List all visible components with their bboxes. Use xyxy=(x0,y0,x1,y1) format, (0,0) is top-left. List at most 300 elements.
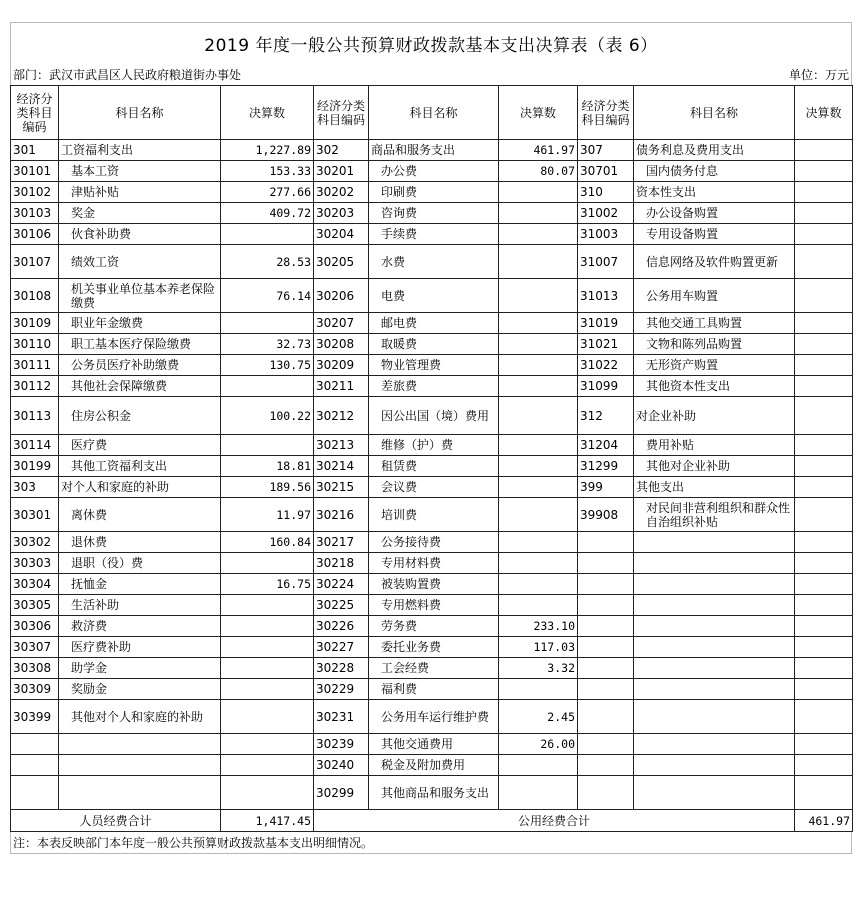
code-cell: 30199 xyxy=(11,456,59,477)
amount-cell xyxy=(795,700,853,734)
table-row xyxy=(11,313,853,334)
code-cell xyxy=(11,734,59,755)
item-name-cell: 对企业补助 xyxy=(634,397,795,435)
item-name-cell: 信息网络及软件购置更新 xyxy=(634,245,795,279)
amount-cell xyxy=(499,477,578,498)
amount-cell: 2.45 xyxy=(499,700,578,734)
item-name-cell: 津贴补贴 xyxy=(59,182,221,203)
amount-cell xyxy=(795,397,853,435)
table-row xyxy=(11,700,853,734)
item-name-cell: 工资福利支出 xyxy=(59,140,221,161)
amount-cell xyxy=(795,279,853,313)
code-cell: 31204 xyxy=(578,435,634,456)
table-row xyxy=(11,498,853,532)
code-cell xyxy=(578,776,634,810)
code-cell: 30212 xyxy=(314,397,369,435)
item-name-cell: 国内债务付息 xyxy=(634,161,795,182)
amount-cell: 189.56 xyxy=(221,477,314,498)
amount-cell xyxy=(795,776,853,810)
item-name-cell: 租赁费 xyxy=(369,456,499,477)
amount-cell xyxy=(499,224,578,245)
item-name-cell xyxy=(634,776,795,810)
code-cell: 310 xyxy=(578,182,634,203)
amount-cell xyxy=(221,553,314,574)
item-name-cell: 劳务费 xyxy=(369,616,499,637)
item-name-cell: 公务接待费 xyxy=(369,532,499,553)
item-name-cell xyxy=(59,755,221,776)
item-name-cell: 水费 xyxy=(369,245,499,279)
table-row xyxy=(11,477,853,498)
code-cell: 302 xyxy=(314,140,369,161)
amount-cell xyxy=(499,532,578,553)
amount-cell: 461.97 xyxy=(499,140,578,161)
item-name-cell: 税金及附加费用 xyxy=(369,755,499,776)
amount-cell xyxy=(499,553,578,574)
code-cell: 30110 xyxy=(11,334,59,355)
amount-cell xyxy=(499,376,578,397)
table-row xyxy=(11,637,853,658)
code-cell: 30107 xyxy=(11,245,59,279)
table-row xyxy=(11,658,853,679)
code-cell: 31002 xyxy=(578,203,634,224)
table-row xyxy=(11,679,853,700)
amount-cell xyxy=(795,355,853,376)
amount-cell: 80.07 xyxy=(499,161,578,182)
item-name-cell: 伙食补助费 xyxy=(59,224,221,245)
table-row xyxy=(11,595,853,616)
table-row xyxy=(11,376,853,397)
amount-cell xyxy=(221,313,314,334)
amount-cell xyxy=(795,334,853,355)
amount-cell xyxy=(221,224,314,245)
item-name-cell xyxy=(634,755,795,776)
header-code-3: 经济分类科目编码 xyxy=(578,86,634,140)
item-name-cell: 基本工资 xyxy=(59,161,221,182)
public-total-value: 461.97 xyxy=(795,810,853,832)
table-row xyxy=(11,245,853,279)
code-cell: 31013 xyxy=(578,279,634,313)
item-name-cell: 邮电费 xyxy=(369,313,499,334)
amount-cell xyxy=(795,313,853,334)
table-row xyxy=(11,755,853,776)
expenditure-table xyxy=(10,85,853,832)
code-cell: 30214 xyxy=(314,456,369,477)
code-cell: 30306 xyxy=(11,616,59,637)
code-cell xyxy=(578,734,634,755)
item-name-cell: 救济费 xyxy=(59,616,221,637)
item-name-cell xyxy=(634,532,795,553)
amount-cell: 11.97 xyxy=(221,498,314,532)
amount-cell xyxy=(221,616,314,637)
amount-cell xyxy=(795,532,853,553)
table-row xyxy=(11,224,853,245)
item-name-cell xyxy=(634,637,795,658)
item-name-cell: 其他社会保障缴费 xyxy=(59,376,221,397)
table-row xyxy=(11,616,853,637)
amount-cell xyxy=(499,334,578,355)
amount-cell xyxy=(795,658,853,679)
amount-cell xyxy=(795,553,853,574)
amount-cell xyxy=(499,456,578,477)
amount-cell xyxy=(499,397,578,435)
code-cell: 30227 xyxy=(314,637,369,658)
code-cell: 31099 xyxy=(578,376,634,397)
amount-cell: 130.75 xyxy=(221,355,314,376)
header-amount-1: 决算数 xyxy=(221,86,314,140)
header-name-2: 科目名称 xyxy=(369,86,499,140)
code-cell: 30224 xyxy=(314,574,369,595)
amount-cell: 32.73 xyxy=(221,334,314,355)
code-cell: 30302 xyxy=(11,532,59,553)
table-body xyxy=(11,140,853,810)
code-cell: 30207 xyxy=(314,313,369,334)
item-name-cell: 办公费 xyxy=(369,161,499,182)
code-cell: 30102 xyxy=(11,182,59,203)
table-row xyxy=(11,279,853,313)
item-name-cell: 其他工资福利支出 xyxy=(59,456,221,477)
code-cell: 30103 xyxy=(11,203,59,224)
item-name-cell: 咨询费 xyxy=(369,203,499,224)
code-cell: 30109 xyxy=(11,313,59,334)
amount-cell xyxy=(499,182,578,203)
code-cell xyxy=(11,776,59,810)
code-cell: 30215 xyxy=(314,477,369,498)
item-name-cell: 对民间非营利组织和群众性自治组织补贴 xyxy=(634,498,795,532)
code-cell: 30114 xyxy=(11,435,59,456)
code-cell xyxy=(578,574,634,595)
code-cell: 30113 xyxy=(11,397,59,435)
item-name-cell: 退休费 xyxy=(59,532,221,553)
code-cell: 30225 xyxy=(314,595,369,616)
item-name-cell: 其他对企业补助 xyxy=(634,456,795,477)
item-name-cell: 绩效工资 xyxy=(59,245,221,279)
amount-cell xyxy=(795,616,853,637)
item-name-cell xyxy=(634,616,795,637)
amount-cell: 117.03 xyxy=(499,637,578,658)
header-amount-2: 决算数 xyxy=(499,86,578,140)
amount-cell: 160.84 xyxy=(221,532,314,553)
amount-cell: 277.66 xyxy=(221,182,314,203)
item-name-cell xyxy=(634,700,795,734)
amount-cell xyxy=(221,595,314,616)
code-cell: 30399 xyxy=(11,700,59,734)
item-name-cell xyxy=(59,734,221,755)
amount-cell xyxy=(795,140,853,161)
report-title: 2019 年度一般公共预算财政拨款基本支出决算表（表 6） xyxy=(10,22,852,63)
item-name-cell: 印刷费 xyxy=(369,182,499,203)
table-row xyxy=(11,435,853,456)
item-name-cell: 专用燃料费 xyxy=(369,595,499,616)
code-cell xyxy=(578,700,634,734)
code-cell: 30204 xyxy=(314,224,369,245)
code-cell: 312 xyxy=(578,397,634,435)
amount-cell xyxy=(795,435,853,456)
table-row xyxy=(11,182,853,203)
item-name-cell xyxy=(634,679,795,700)
item-name-cell xyxy=(634,734,795,755)
item-name-cell: 退职（役）费 xyxy=(59,553,221,574)
item-name-cell: 福利费 xyxy=(369,679,499,700)
item-name-cell: 其他支出 xyxy=(634,477,795,498)
item-name-cell: 物业管理费 xyxy=(369,355,499,376)
totals-row xyxy=(11,810,853,832)
amount-cell: 16.75 xyxy=(221,574,314,595)
item-name-cell: 生活补助 xyxy=(59,595,221,616)
header-amount-3: 决算数 xyxy=(795,86,853,140)
amount-cell: 233.10 xyxy=(499,616,578,637)
item-name-cell: 对个人和家庭的补助 xyxy=(59,477,221,498)
code-cell: 30208 xyxy=(314,334,369,355)
item-name-cell: 费用补贴 xyxy=(634,435,795,456)
code-cell: 30209 xyxy=(314,355,369,376)
code-cell: 30108 xyxy=(11,279,59,313)
table-row xyxy=(11,734,853,755)
code-cell xyxy=(578,532,634,553)
code-cell: 30228 xyxy=(314,658,369,679)
table-row xyxy=(11,140,853,161)
item-name-cell: 公务用车购置 xyxy=(634,279,795,313)
code-cell xyxy=(578,616,634,637)
code-cell xyxy=(578,658,634,679)
item-name-cell: 医疗费 xyxy=(59,435,221,456)
amount-cell xyxy=(795,679,853,700)
amount-cell xyxy=(221,776,314,810)
code-cell: 301 xyxy=(11,140,59,161)
code-cell: 30307 xyxy=(11,637,59,658)
amount-cell xyxy=(221,637,314,658)
item-name-cell: 职业年金缴费 xyxy=(59,313,221,334)
personnel-total-label: 人员经费合计 xyxy=(11,810,221,832)
code-cell: 303 xyxy=(11,477,59,498)
code-cell: 30240 xyxy=(314,755,369,776)
code-cell: 30217 xyxy=(314,532,369,553)
amount-cell xyxy=(499,313,578,334)
code-cell: 30101 xyxy=(11,161,59,182)
code-cell: 30309 xyxy=(11,679,59,700)
code-cell: 30303 xyxy=(11,553,59,574)
code-cell: 31003 xyxy=(578,224,634,245)
table-row xyxy=(11,397,853,435)
amount-cell xyxy=(221,679,314,700)
code-cell: 30202 xyxy=(314,182,369,203)
code-cell: 30304 xyxy=(11,574,59,595)
code-cell: 31007 xyxy=(578,245,634,279)
code-cell: 30211 xyxy=(314,376,369,397)
item-name-cell: 离休费 xyxy=(59,498,221,532)
amount-cell xyxy=(499,498,578,532)
amount-cell: 100.22 xyxy=(221,397,314,435)
amount-cell xyxy=(795,498,853,532)
report-sheet xyxy=(10,22,852,854)
table-row xyxy=(11,355,853,376)
code-cell xyxy=(11,755,59,776)
item-name-cell: 培训费 xyxy=(369,498,499,532)
amount-cell xyxy=(795,637,853,658)
table-row xyxy=(11,532,853,553)
item-name-cell: 手续费 xyxy=(369,224,499,245)
amount-cell xyxy=(795,477,853,498)
amount-cell xyxy=(795,376,853,397)
personnel-total-value: 1,417.45 xyxy=(221,810,314,832)
amount-cell xyxy=(795,755,853,776)
item-name-cell: 住房公积金 xyxy=(59,397,221,435)
amount-cell xyxy=(795,595,853,616)
item-name-cell: 差旅费 xyxy=(369,376,499,397)
item-name-cell: 公务员医疗补助缴费 xyxy=(59,355,221,376)
code-cell: 30701 xyxy=(578,161,634,182)
code-cell: 30112 xyxy=(11,376,59,397)
item-name-cell: 专用材料费 xyxy=(369,553,499,574)
item-name-cell: 会议费 xyxy=(369,477,499,498)
item-name-cell xyxy=(634,658,795,679)
amount-cell xyxy=(499,355,578,376)
item-name-cell: 职工基本医疗保险缴费 xyxy=(59,334,221,355)
code-cell: 30203 xyxy=(314,203,369,224)
amount-cell xyxy=(499,679,578,700)
amount-cell xyxy=(795,182,853,203)
amount-cell xyxy=(499,279,578,313)
code-cell: 30106 xyxy=(11,224,59,245)
header-code-2: 经济分类科目编码 xyxy=(314,86,369,140)
header-code-1: 经济分类科目编码 xyxy=(11,86,59,140)
item-name-cell: 维修（护）费 xyxy=(369,435,499,456)
item-name-cell: 电费 xyxy=(369,279,499,313)
item-name-cell: 其他商品和服务支出 xyxy=(369,776,499,810)
item-name-cell: 奖金 xyxy=(59,203,221,224)
unit-label: 单位：万元 xyxy=(788,67,849,82)
amount-cell xyxy=(221,755,314,776)
item-name-cell: 机关事业单位基本养老保险缴费 xyxy=(59,279,221,313)
code-cell: 31021 xyxy=(578,334,634,355)
amount-cell: 3.32 xyxy=(499,658,578,679)
amount-cell: 153.33 xyxy=(221,161,314,182)
code-cell xyxy=(578,553,634,574)
item-name-cell: 抚恤金 xyxy=(59,574,221,595)
code-cell: 30226 xyxy=(314,616,369,637)
amount-cell xyxy=(499,574,578,595)
table-row xyxy=(11,203,853,224)
code-cell: 31022 xyxy=(578,355,634,376)
code-cell: 30308 xyxy=(11,658,59,679)
amount-cell xyxy=(795,734,853,755)
amount-cell: 76.14 xyxy=(221,279,314,313)
amount-cell xyxy=(795,203,853,224)
amount-cell: 28.53 xyxy=(221,245,314,279)
item-name-cell: 被装购置费 xyxy=(369,574,499,595)
code-cell: 30213 xyxy=(314,435,369,456)
item-name-cell xyxy=(59,776,221,810)
item-name-cell: 文物和陈列品购置 xyxy=(634,334,795,355)
code-cell: 30111 xyxy=(11,355,59,376)
amount-cell: 26.00 xyxy=(499,734,578,755)
code-cell: 30201 xyxy=(314,161,369,182)
code-cell xyxy=(578,637,634,658)
item-name-cell xyxy=(634,553,795,574)
item-name-cell: 因公出国（境）费用 xyxy=(369,397,499,435)
footnote: 注：本表反映部门本年度一般公共预算财政拨款基本支出明细情况。 xyxy=(10,832,852,854)
item-name-cell: 其他资本性支出 xyxy=(634,376,795,397)
amount-cell xyxy=(221,734,314,755)
amount-cell xyxy=(499,203,578,224)
code-cell: 30305 xyxy=(11,595,59,616)
item-name-cell xyxy=(634,595,795,616)
amount-cell xyxy=(221,658,314,679)
table-row xyxy=(11,776,853,810)
table-row xyxy=(11,334,853,355)
code-cell: 30299 xyxy=(314,776,369,810)
public-total-label: 公用经费合计 xyxy=(314,810,795,832)
item-name-cell: 医疗费补助 xyxy=(59,637,221,658)
item-name-cell xyxy=(634,574,795,595)
amount-cell: 18.81 xyxy=(221,456,314,477)
code-cell: 31299 xyxy=(578,456,634,477)
item-name-cell: 工会经费 xyxy=(369,658,499,679)
amount-cell xyxy=(499,755,578,776)
code-cell: 30231 xyxy=(314,700,369,734)
amount-cell xyxy=(795,161,853,182)
code-cell: 399 xyxy=(578,477,634,498)
amount-cell xyxy=(795,245,853,279)
table-row xyxy=(11,456,853,477)
amount-cell xyxy=(499,776,578,810)
amount-cell xyxy=(795,574,853,595)
amount-cell xyxy=(795,224,853,245)
item-name-cell: 公务用车运行维护费 xyxy=(369,700,499,734)
amount-cell xyxy=(795,456,853,477)
code-cell: 30206 xyxy=(314,279,369,313)
code-cell: 30239 xyxy=(314,734,369,755)
item-name-cell: 其他交通工具购置 xyxy=(634,313,795,334)
code-cell: 30205 xyxy=(314,245,369,279)
amount-cell xyxy=(499,595,578,616)
code-cell: 30216 xyxy=(314,498,369,532)
item-name-cell: 其他交通费用 xyxy=(369,734,499,755)
code-cell: 307 xyxy=(578,140,634,161)
amount-cell: 1,227.89 xyxy=(221,140,314,161)
item-name-cell: 专用设备购置 xyxy=(634,224,795,245)
table-row xyxy=(11,161,853,182)
code-cell xyxy=(578,595,634,616)
amount-cell xyxy=(499,245,578,279)
amount-cell xyxy=(221,435,314,456)
code-cell: 30218 xyxy=(314,553,369,574)
code-cell: 30301 xyxy=(11,498,59,532)
item-name-cell: 助学金 xyxy=(59,658,221,679)
table-header-row xyxy=(11,86,853,140)
amount-cell: 409.72 xyxy=(221,203,314,224)
code-cell xyxy=(578,755,634,776)
amount-cell xyxy=(499,435,578,456)
amount-cell xyxy=(221,376,314,397)
table-row xyxy=(11,574,853,595)
item-name-cell: 取暖费 xyxy=(369,334,499,355)
header-name-3: 科目名称 xyxy=(634,86,795,140)
code-cell xyxy=(578,679,634,700)
item-name-cell: 委托业务费 xyxy=(369,637,499,658)
department-label: 部门：武汉市武昌区人民政府粮道街办事处 xyxy=(13,67,242,82)
code-cell: 31019 xyxy=(578,313,634,334)
amount-cell xyxy=(221,700,314,734)
code-cell: 39908 xyxy=(578,498,634,532)
item-name-cell: 无形资产购置 xyxy=(634,355,795,376)
table-row xyxy=(11,553,853,574)
header-name-1: 科目名称 xyxy=(59,86,221,140)
item-name-cell: 商品和服务支出 xyxy=(369,140,499,161)
meta-row xyxy=(10,63,852,85)
item-name-cell: 资本性支出 xyxy=(634,182,795,203)
item-name-cell: 奖励金 xyxy=(59,679,221,700)
item-name-cell: 债务利息及费用支出 xyxy=(634,140,795,161)
